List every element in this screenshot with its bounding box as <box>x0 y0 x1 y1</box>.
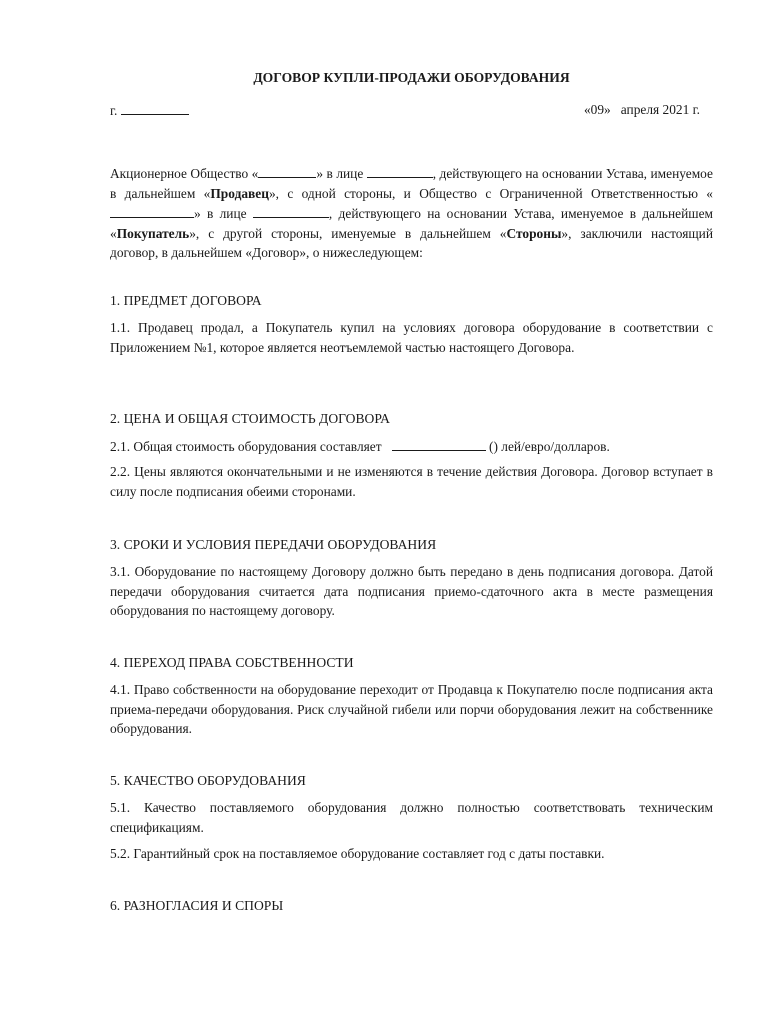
clause-1-1 <box>110 318 713 357</box>
clause-text: 5.1. Качество поставляемого оборудования должно полностью соответствовать техническим спецификациям. <box>110 800 713 835</box>
section-3-heading: 3. СРОКИ И УСЛОВИЯ ПЕРЕДАЧИ ОБОРУДОВАНИЯ <box>110 537 437 552</box>
blank-buyer-rep <box>253 203 329 218</box>
preamble-text: », заключили настоящий договор, в дальнейшем «Договор», о нижеследующем: <box>110 225 714 260</box>
contract-date <box>584 100 700 120</box>
preamble-text: Акционерное Общество « <box>110 166 259 181</box>
preamble-text: » в лице <box>194 206 253 221</box>
preamble-text: » в лице <box>316 166 367 181</box>
seller-term: Продавец <box>210 185 269 201</box>
blank-total-price <box>392 436 486 451</box>
preamble-text: , действующего на основании Устава, именуемое в дальнейшем « <box>110 206 714 241</box>
place-prefix: г. <box>110 103 118 118</box>
document-title: ДОГОВОР КУПЛИ-ПРОДАЖИ ОБОРУДОВАНИЯ <box>253 70 570 85</box>
clause-text: 2.2. Цены являются окончательными и не изменяются в течение действия Договора. Договор вступает в силу после подписания обеими сторонами. <box>110 464 713 499</box>
section-1-heading: 1. ПРЕДМЕТ ДОГОВОРА <box>110 293 262 308</box>
section-2-heading: 2. ЦЕНА И ОБЩАЯ СТОИМОСТЬ ДОГОВОРА <box>110 411 390 426</box>
blank-seller-name <box>258 163 316 178</box>
blank-seller-rep <box>367 163 433 178</box>
preamble-text: , действующего на основании Устава, именуемое в дальнейшем « <box>110 166 713 201</box>
section-4-heading: 4. ПЕРЕХОД ПРАВА СОБСТВЕННОСТИ <box>110 655 354 670</box>
parties-term: Стороны <box>506 225 562 241</box>
clause-2-2 <box>110 462 713 501</box>
date-day: «09» <box>583 102 611 117</box>
clause-text: () лей/евро/долларов. <box>489 439 610 454</box>
clause-4-1 <box>110 680 713 739</box>
section-6-heading: 6. РАЗНОГЛАСИЯ И СПОРЫ <box>110 898 284 913</box>
clause-text: 4.1. Право собственности на оборудование переходит от Продавца к Покупателю после подписания акта приема-передачи оборудования. Риск случайной гибели или порчи оборудования лежит на собственнике оборудования. <box>110 682 713 736</box>
section-5-heading: 5. КАЧЕСТВО ОБОРУДОВАНИЯ <box>110 773 306 788</box>
buyer-term: Покупатель <box>116 225 190 241</box>
preamble-text: », с другой стороны, именуемые в дальнейшем « <box>189 225 507 241</box>
clause-text: 2.1. Общая стоимость оборудования составляет <box>110 439 382 454</box>
clause-3-1 <box>110 562 713 621</box>
clause-text: 3.1. Оборудование по настоящему Договору должно быть передано в день подписания договора. Датой передачи оборудования считается дата подписания приемо-сдаточного акта в месте размещения оборудования по настоящему договору. <box>110 564 713 618</box>
place-blank <box>121 100 189 115</box>
clause-text: 5.2. Гарантийный срок на поставляемое оборудование составляет год с даты поставки. <box>110 846 605 861</box>
blank-buyer-name <box>110 203 194 218</box>
place-field <box>110 100 189 121</box>
preamble-text: », с одной стороны, и Общество с Ограниченной Ответственностью « <box>268 185 713 201</box>
clause-5-2 <box>110 844 713 864</box>
clause-text: 1.1. Продавец продал, а Покупатель купил на условиях договора оборудование в соответствии с Приложением №1, которое является неотъемлемой частью настоящего Договора. <box>110 320 713 355</box>
place-date-line <box>110 100 713 120</box>
clause-5-1 <box>110 798 713 837</box>
date-rest: апреля 2021 г. <box>620 102 700 117</box>
clause-2-1 <box>110 436 713 457</box>
preamble <box>110 163 713 263</box>
